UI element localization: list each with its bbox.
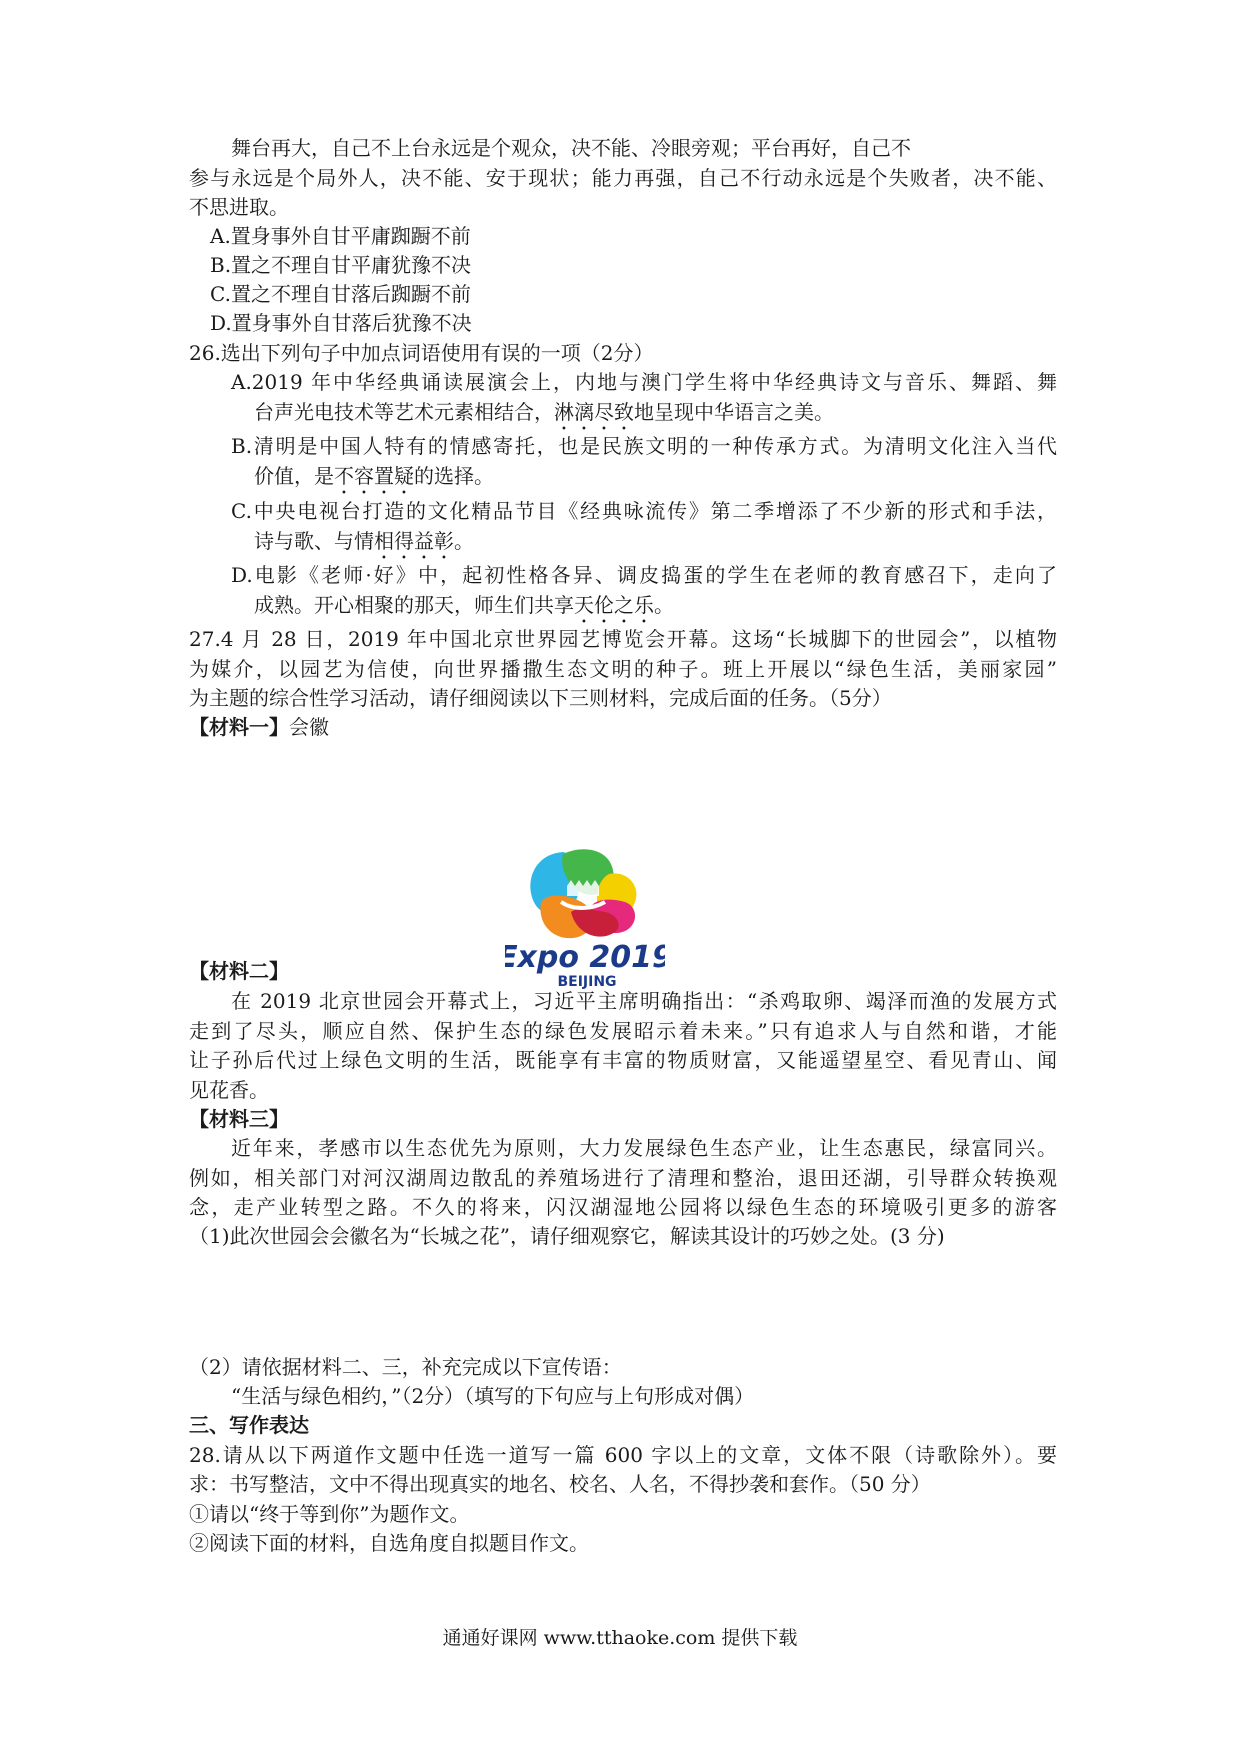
- q26-b-text-post: 的选择。: [414, 464, 494, 488]
- material-2-line-2: 走到了尽头，顺应自然、保护生态的绿色发展昭示着未来。”只有追求人与自然和谐，才能: [189, 1019, 1057, 1043]
- q26-stem: 26.选出下列句子中加点词语使用有误的一项（2分）: [189, 341, 654, 365]
- material-1-title: 会徽: [289, 715, 329, 739]
- material-3-line-2: 例如，相关部门对河汉湖周边散乱的养殖场进行了清理和整治，退田还湖，引导群众转换观: [189, 1166, 1057, 1190]
- q26-option-c-line-1: C.中央电视台打造的文化精品节目《经典咏流传》第二季增添了不少新的形式和手法，: [231, 499, 1057, 523]
- q25-line-3: 不思进取。: [189, 195, 289, 219]
- q26-b-dotted-term: 不容置疑: [334, 464, 414, 488]
- q26-option-d-line-2: [254, 590, 674, 628]
- expo-flower-icon: [505, 840, 665, 990]
- q26-d-dotted-term: 天伦之乐: [574, 593, 654, 617]
- q25-line-1: 舞台再大，自己不上台永远是个观众，决不能、冷眼旁观；平台再好，自己不: [231, 136, 911, 160]
- q28-line-2: 求：书写整洁，文中不得出现真实的地名、校名、人名，不得抄袭和套作。（50 分）: [189, 1472, 931, 1496]
- page-footer: 通通好课网 www.tthaoke.com 提供下载: [442, 1627, 798, 1649]
- q26-a-dotted-term: 淋漓尽致: [554, 400, 634, 424]
- material-3-line-3: 念，走产业转型之路。不久的将来，闪汉湖湿地公园将以绿色生态的环境吸引更多的游客: [189, 1195, 1057, 1219]
- expo-2019-logo: [505, 840, 665, 990]
- q27-line-2: 为媒介，以园艺为信使，向世界播撒生态文明的种子。班上开展以“绿色生活，美丽家园”: [189, 657, 1057, 681]
- section-3-heading: 三、写作表达: [189, 1413, 309, 1437]
- material-2-line-4: 见花香。: [189, 1078, 269, 1102]
- logo-city: BEIJING: [557, 974, 617, 990]
- material-2-line-3: 让子孙后代过上绿色文明的生活，既能享有丰富的物质财富，又能遥望星空、看见青山、闻: [189, 1048, 1057, 1072]
- q26-option-d-line-1: D.电影《老师·好》中，起初性格各异、调皮捣蛋的学生在老师的教育感召下，走向了: [231, 563, 1057, 587]
- q25-option-a: A.置身事外自甘平庸踟蹰不前: [210, 224, 471, 248]
- task-2-slogan: “生活与绿色相约，”（2分）（填写的下句应与上句形成对偶）: [231, 1384, 755, 1408]
- q26-option-b-line-2: [254, 461, 494, 499]
- q26-c-text-pre: 诗与歌、与情: [254, 529, 374, 553]
- task-1: （1)此次世园会会徽名为“长城之花”，请仔细观察它，解读其设计的巧妙之处。(3 分): [189, 1224, 945, 1248]
- task-2: （2）请依据材料二、三，补充完成以下宣传语：: [189, 1355, 622, 1379]
- material-3-label: 【材料三】: [189, 1107, 289, 1131]
- essay-option-1: ①请以“终于等到你”为题作文。: [189, 1502, 470, 1526]
- q26-d-text-pre: 成熟。开心相聚的那天，师生们共享: [254, 593, 574, 617]
- material-3-line-1: 近年来，孝感市以生态优先为原则，大力发展绿色生态产业，让生态惠民，绿富同兴。: [231, 1136, 1057, 1160]
- q25-line-2: 参与永远是个局外人，决不能、安于现状；能力再强，自己不行动永远是个失败者，决不能、: [189, 166, 1057, 190]
- q26-d-text-post: 。: [654, 593, 674, 617]
- q26-a-text-pre: 台声光电技术等艺术元素相结合，: [254, 400, 554, 424]
- q26-option-b-line-1: B.清明是中国人特有的情感寄托，也是民族文明的一种传承方式。为清明文化注入当代: [231, 434, 1057, 458]
- material-1-heading: [189, 712, 329, 742]
- q27-line-3: 为主题的综合性学习活动，请仔细阅读以下三则材料，完成后面的任务。（5分）: [189, 686, 892, 710]
- q26-a-text-post: 地呈现中华语言之美。: [634, 400, 834, 424]
- q26-c-dotted-term: 相得益彰: [374, 529, 454, 553]
- q25-option-c: C.置之不理自甘落后踟蹰不前: [210, 282, 471, 306]
- q25-option-d: D.置身事外自甘落后犹豫不决: [210, 311, 472, 335]
- q26-option-c-line-2: [254, 526, 474, 564]
- q26-option-a-line-1: A.2019 年中华经典诵读展演会上，内地与澳门学生将中华经典诗文与音乐、舞蹈、舞: [231, 370, 1057, 394]
- material-2-label: 【材料二】: [189, 959, 289, 983]
- q26-b-text-pre: 价值，是: [254, 464, 334, 488]
- q27-line-1: 27.4 月 28 日，2019 年中国北京世界园艺博览会开幕。这场“长城脚下的世园会”，以植物: [189, 627, 1057, 651]
- q26-c-text-post: 。: [454, 529, 474, 553]
- q28-line-1: 28.请从以下两道作文题中任选一道写一篇 600 字以上的文章，文体不限（诗歌除外）。要: [189, 1443, 1057, 1467]
- q25-option-b: B.置之不理自甘平庸犹豫不决: [210, 253, 472, 277]
- material-2-line-1: 在 2019 北京世园会开幕式上，习近平主席明确指出：“杀鸡取卵、竭泽而渔的发展方式: [231, 989, 1057, 1013]
- material-1-label: 【材料一】: [189, 715, 289, 739]
- essay-option-2: ②阅读下面的材料，自选角度自拟题目作文。: [189, 1531, 589, 1555]
- logo-wordmark: Expo 2019: [505, 940, 665, 975]
- q26-option-a-line-2: [254, 397, 834, 435]
